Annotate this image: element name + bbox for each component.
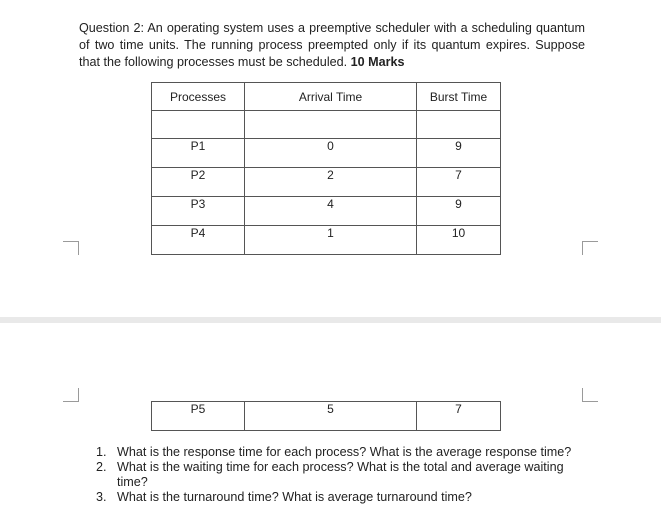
cell-arrival: 2: [245, 168, 417, 197]
list-number: 3.: [96, 490, 107, 504]
cell-burst: 7: [417, 402, 501, 431]
cell-arrival: 5: [245, 402, 417, 431]
cell-process: P4: [152, 226, 245, 255]
table-row: [152, 402, 501, 431]
cell-burst: 7: [417, 168, 501, 197]
cell-process: P5: [152, 402, 245, 431]
crop-mark-top-left: [63, 241, 79, 255]
cell-burst: 10: [417, 226, 501, 255]
list-number: 2.: [96, 460, 107, 474]
list-item: [96, 490, 588, 505]
cell-burst: 9: [417, 197, 501, 226]
cell-burst: 9: [417, 139, 501, 168]
question-prefix: Question 2:: [79, 21, 144, 35]
list-item: [96, 445, 588, 460]
list-text: What is the waiting time for each process? What is the total and average waiting time?: [117, 460, 564, 489]
list-item: [96, 460, 588, 490]
process-table: [151, 82, 501, 255]
cell-process: P2: [152, 168, 245, 197]
table-row: [152, 197, 501, 226]
cell-process: P1: [152, 139, 245, 168]
header-processes: Processes: [152, 83, 245, 111]
header-burst-time: Burst Time: [417, 83, 501, 111]
question-paragraph: [79, 20, 585, 71]
cell-arrival: 4: [245, 197, 417, 226]
header-arrival-time: Arrival Time: [245, 83, 417, 111]
table-row: [152, 139, 501, 168]
cell-arrival: 1: [245, 226, 417, 255]
table-row: [152, 226, 501, 255]
process-table-continued: [151, 401, 501, 431]
question-marks: 10 Marks: [350, 55, 405, 69]
table-spacer: [152, 111, 501, 139]
table-header-row: [152, 83, 501, 111]
list-text: What is the turnaround time? What is average turnaround time?: [117, 490, 472, 504]
list-number: 1.: [96, 445, 107, 459]
question-list: [96, 445, 588, 505]
cell-arrival: 0: [245, 139, 417, 168]
table-row: [152, 168, 501, 197]
crop-mark-top-right: [582, 241, 598, 255]
list-text: What is the response time for each process? What is the average response time?: [117, 445, 572, 459]
question-text: An operating system uses a preemptive scheduler with a scheduling quantum of two time units. The running process preempted only if its quantum expires. Suppose that the following processes must be scheduled.: [79, 21, 585, 69]
page-break: [0, 317, 661, 323]
crop-mark-bottom-right: [582, 388, 598, 402]
crop-mark-bottom-left: [63, 388, 79, 402]
cell-process: P3: [152, 197, 245, 226]
